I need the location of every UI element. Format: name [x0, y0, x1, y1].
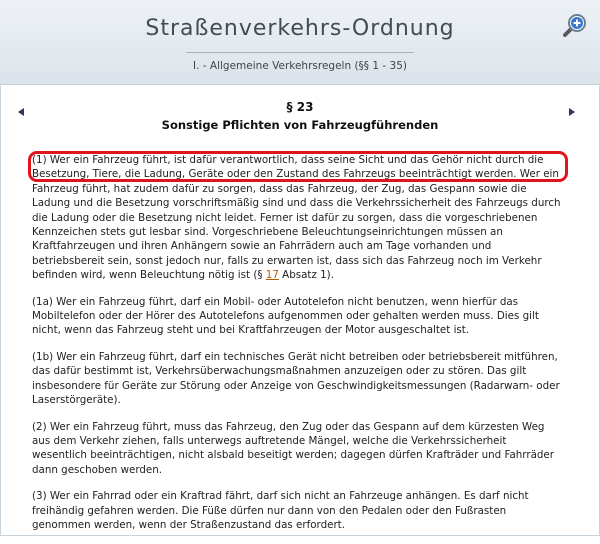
header — [0, 0, 600, 85]
page-title: Straßenverkehrs-Ordnung — [145, 16, 455, 41]
paragraph-1b: (1b) Wer ein Fahrzeug führt, darf ein technisches Gerät nicht betreiben oder betriebsbereit mitführen, das dafür bestimmt ist, Verkehrsüberwachungsmaßnahmen anzuzeigen oder zu stören. Das gilt insbesondere für Geräte zur Störung oder Anzeige von Geschwindigkeitsmessungen (Radarwarn- oder Laserstörgeräte). — [32, 350, 560, 407]
paragraph-3: (3) Wer ein Fahrrad oder ein Kraftrad fährt, darf sich nicht an Fahrzeuge anhängen. Es darf nicht freihändig gefahren werden. Die Füße dürfen nur dann von den Pedalen oder den Fußrasten genommen werden, wenn der Straßenzustand das erfordert. — [32, 490, 529, 531]
section-title: Sonstige Pflichten von Fahrzeugführenden — [161, 118, 439, 132]
paragraph-2: (2) Wer ein Fahrzeug führt, muss das Fahrzeug, den Zug oder das Gespann auf dem kürzesten Weg aus dem Verkehr ziehen, falls unterwegs auftretende Mängel, welche die Verkehrssicherheit wesentlich beeinträchtigen, nicht alsbald beseitigt werden; dagegen dürfen Krafträder und Fahrräder dann geschoben werden. — [32, 420, 554, 476]
paragraph-1a: (1a) Wer ein Fahrzeug führt, darf ein Mobil- oder Autotelefon nicht benutzen, wenn hierfür das Mobiltelefon oder der Hörer des Autotelefons aufgenommen oder gehalten werden muss. Dies gilt nicht, wenn das Fahrzeug steht und bei Kraftfahrzeugen der Motor ausgeschaltet ist. — [32, 295, 539, 337]
paragraph-1-text: (1) Wer ein Fahrzeug führt, ist dafür verantwortlich, dass seine Sicht und das Gehör nicht durch die Besetzung, Tiere, die Ladung, Geräte oder den Zustand des Fahrzeugs beeinträchtigt werden. Wer ein Fahrzeug führt, hat zudem dafür zu sorgen, dass das Fahrzeug, der Zug, das Gespann sowie die Ladung und die Besetzung vorschriftsmäßig sind und dass die Verkehrssicherheit des Fahrzeugs durch die Ladung oder die Besetzung nicht leidet. Ferner ist dafür zu sorgen, dass die vorgeschriebenen Kennzeichen stets gut lesbar sind. Vorgeschriebene Beleuchtungseinrichtungen müssen an Kraftfahrzeugen und ihren Anhängern sowie an Fahrrädern auch am Tage vorhanden und betriebsbereit sein, sonst jedoch nur, falls zu erwarten ist, dass sich das Fahrzeug noch im Verkehr befinden wird, wenn Beleuchtung nötig ist (§ — [32, 154, 561, 282]
reference-link[interactable]: 17 — [265, 269, 279, 282]
law-text — [32, 153, 564, 544]
paragraph-1-text-end: Absatz 1). — [278, 269, 334, 282]
section-number: § 23 — [286, 100, 314, 114]
chapter-subtitle: I. - Allgemeine Verkehrsregeln (§§ 1 - 35) — [193, 60, 407, 72]
title-divider — [186, 52, 414, 53]
paragraph-1 — [32, 153, 564, 283]
magnifier-plus-icon[interactable] — [562, 12, 588, 38]
